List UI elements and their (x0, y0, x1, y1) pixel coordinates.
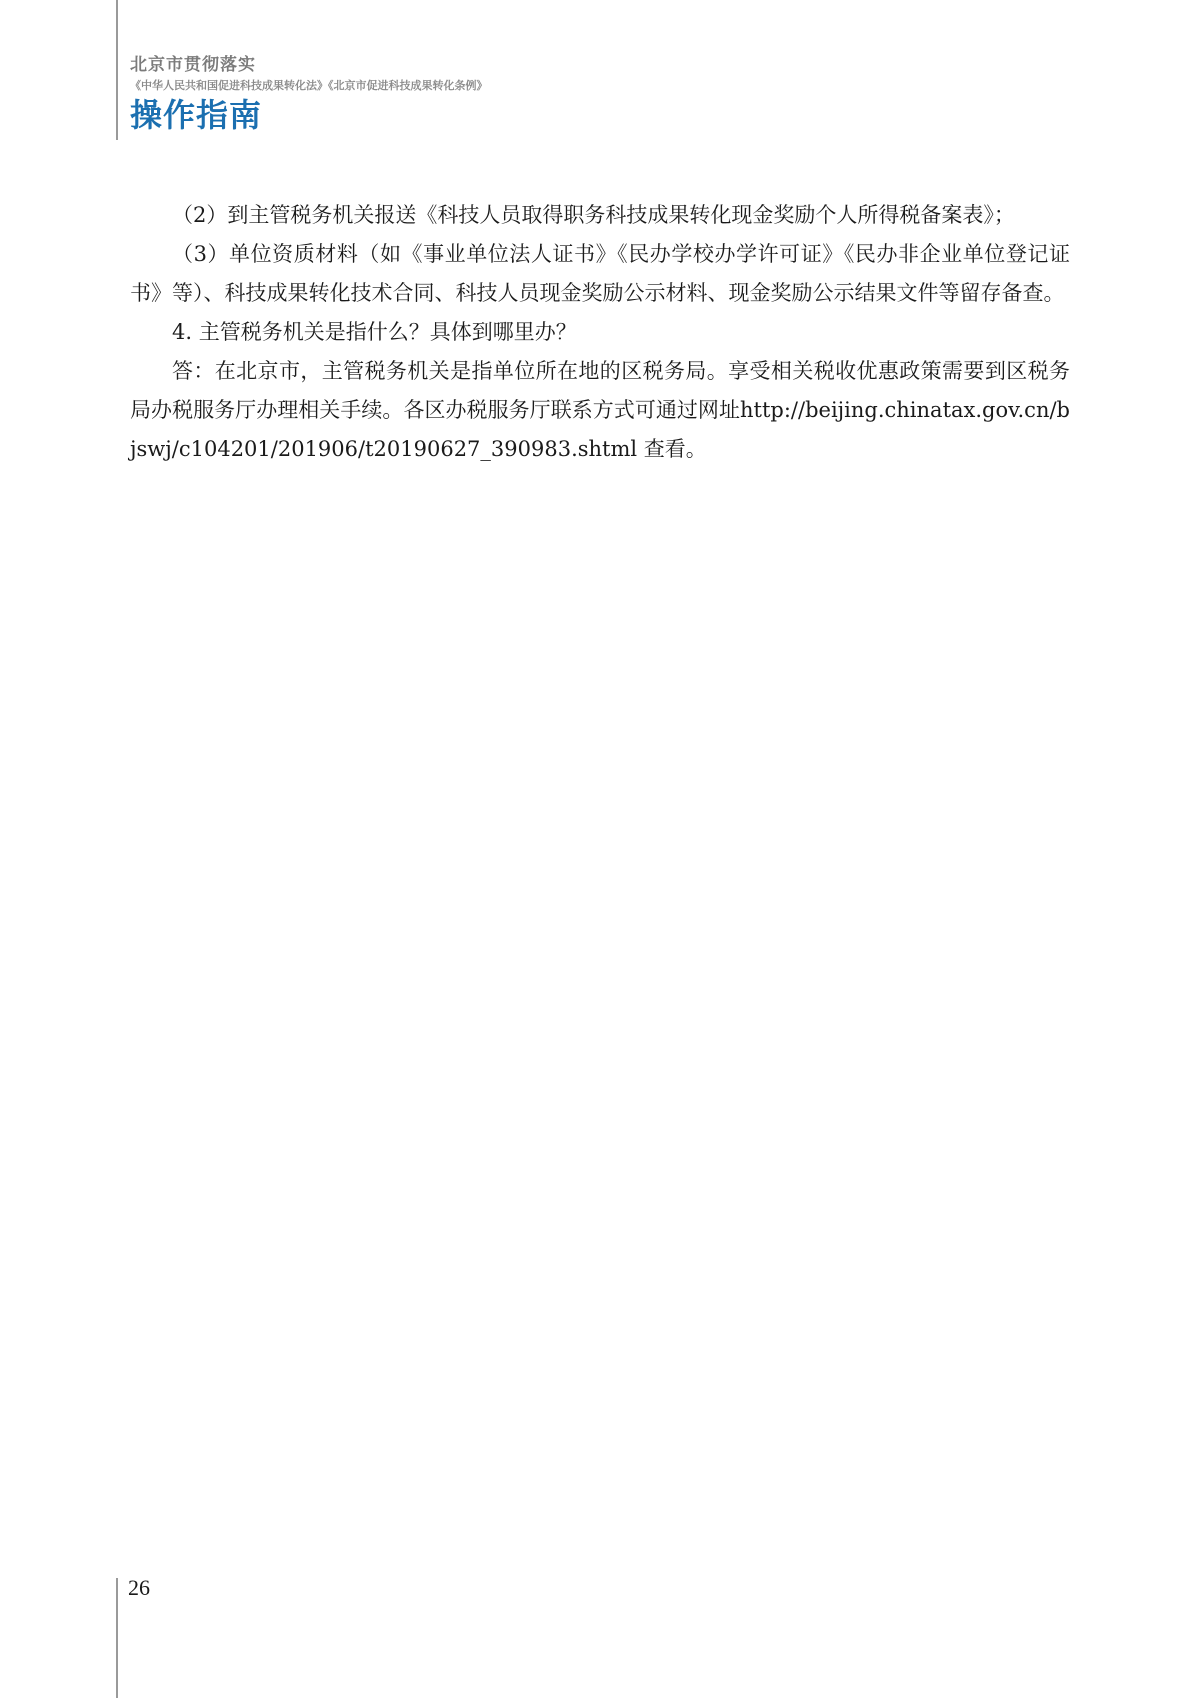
question-4: 4. 主管税务机关是指什么？具体到哪里办？ (172, 320, 577, 344)
header-series-title: 北京市贯彻落实 (130, 55, 256, 75)
header-law-titles: 《中华人民共和国促进科技成果转化法》《北京市促进科技成果转化条例》 (130, 79, 488, 92)
running-header (130, 54, 1030, 135)
answer-4: 答：在北京市，主管税务机关是指单位所在地的区税务局。享受相关税收优惠政策需要到区税务局办税服务厅办理相关手续。各区办税服务厅联系方式可通过网址http://beijing.chinatax.gov.cn/bjswj/c104201/201906/t20190627_390983.shtml 查看。 (130, 359, 1070, 461)
header-vertical-rule (116, 0, 118, 140)
header-guide-title: 操作指南 (130, 96, 263, 134)
footer-vertical-rule (116, 1578, 118, 1698)
paragraph-item-2: （2）到主管税务机关报送《科技人员取得职务科技成果转化现金奖励个人所得税备案表》； (172, 203, 1015, 227)
paragraph-item-3: （3）单位资质材料（如《事业单位法人证书》《民办学校办学许可证》《民办非企业单位登记证书》等）、科技成果转化技术合同、科技人员现金奖励公示材料、现金奖励公示结果文件等留存备查。 (130, 242, 1070, 305)
page-number: 26 (128, 1575, 150, 1600)
body-text (130, 196, 1070, 469)
